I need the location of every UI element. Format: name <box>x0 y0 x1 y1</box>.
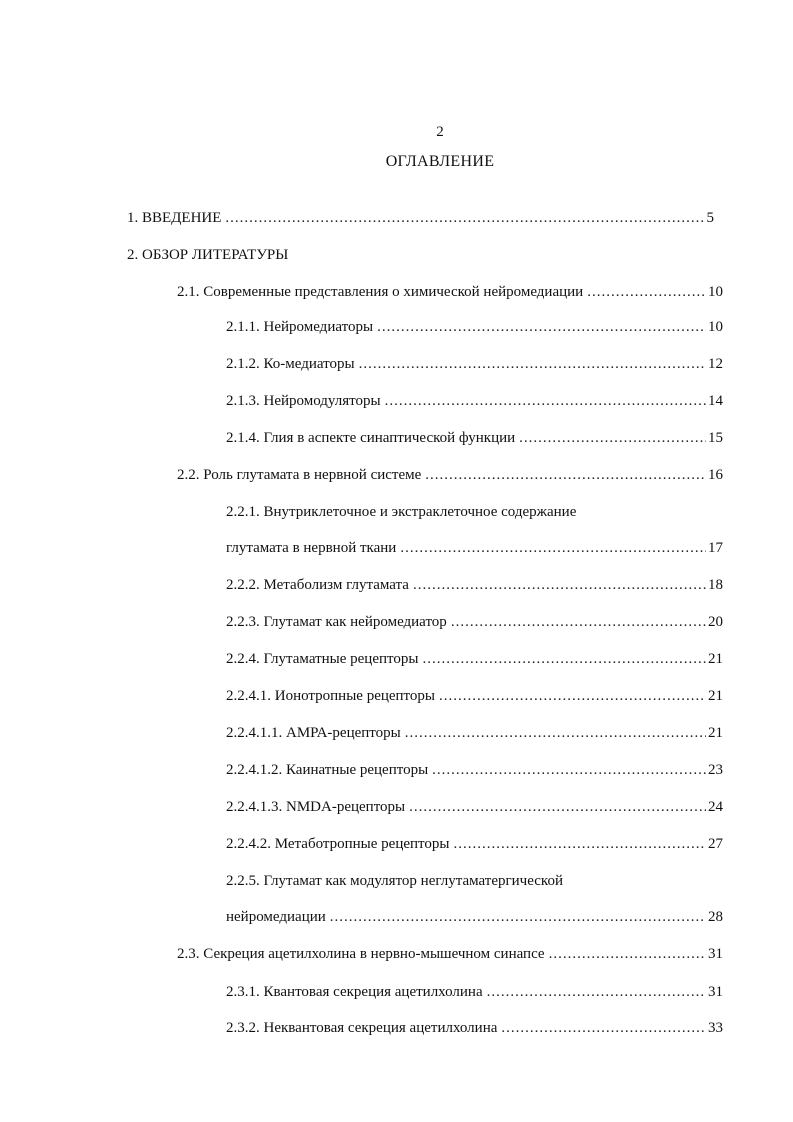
toc-entry-label: 2.3. Секреция ацетилхолина в нервно-мышечном синапсе <box>177 946 545 962</box>
toc-entry-page: 5 <box>706 210 714 226</box>
toc-entry-label: 2.1.2. Ко-медиаторы <box>226 356 355 372</box>
toc-entry-label: 2.3.1. Квантовая секреция ацетилхолина <box>226 984 483 1000</box>
toc-leader-dots <box>425 466 706 484</box>
toc-title: ОГЛАВЛЕНИЕ <box>385 153 495 170</box>
toc-leader-dots <box>501 1019 706 1037</box>
toc-entry-page: 12 <box>708 356 723 372</box>
toc-entry-page: 14 <box>708 393 723 409</box>
toc-entry-2-3 <box>177 945 723 963</box>
toc-entry-page: 31 <box>708 946 723 962</box>
toc-entry-label-cont: нейромедиации <box>226 909 326 925</box>
toc-entry-2-1 <box>177 283 723 301</box>
toc-entry-label: 2.2.4.1.2. Каинатные рецепторы <box>226 762 429 778</box>
toc-leader-dots <box>451 613 706 631</box>
toc-entry-2-2-1 <box>226 539 723 557</box>
toc-entry-page: 24 <box>708 799 723 815</box>
toc-entry-2-2-4-1-1 <box>226 724 723 742</box>
toc-leader-dots <box>432 761 706 779</box>
toc-leader-dots <box>519 429 706 447</box>
toc-entry-2-2-2 <box>226 576 723 594</box>
toc-entry-page: 21 <box>708 725 723 741</box>
toc-entry-2-1-1 <box>226 318 723 336</box>
toc-leader-dots <box>225 209 704 227</box>
toc-entry-introduction <box>127 209 714 227</box>
toc-entry-label: 2.2.2. Метаболизм глутамата <box>226 577 409 593</box>
toc-entry-2-2 <box>177 466 723 484</box>
toc-leader-dots <box>359 355 706 373</box>
toc-entry-page: 17 <box>708 540 723 556</box>
toc-entry-label: 1. ВВЕДЕНИЕ <box>127 210 222 226</box>
toc-leader-dots <box>413 576 706 594</box>
toc-entry-2-2-5 <box>226 908 723 926</box>
toc-leader-dots <box>405 724 706 742</box>
toc-entry-page: 33 <box>708 1020 723 1036</box>
toc-entry-2-1-2 <box>226 355 723 373</box>
toc-leader-dots <box>400 539 706 557</box>
toc-entry-page: 18 <box>708 577 723 593</box>
toc-leader-dots <box>587 283 706 301</box>
toc-leader-dots <box>409 798 706 816</box>
toc-entry-page: 15 <box>708 430 723 446</box>
toc-entry-page: 16 <box>708 467 723 483</box>
toc-leader-dots <box>439 687 706 705</box>
toc-leader-dots <box>549 945 706 963</box>
toc-entry-page: 20 <box>708 614 723 630</box>
toc-entry-page: 21 <box>708 651 723 667</box>
toc-entry-label-cont: глутамата в нервной ткани <box>226 540 397 556</box>
toc-entry-page: 21 <box>708 688 723 704</box>
toc-entry-2-2-3 <box>226 613 723 631</box>
toc-entry-2-3-2 <box>226 1019 723 1037</box>
toc-entry-label: 2.2.4.1. Ионотропные рецепторы <box>226 688 435 704</box>
toc-leader-dots <box>385 392 706 410</box>
toc-entry-label: 2.2. Роль глутамата в нервной системе <box>177 467 422 483</box>
toc-entry-label: 2. ОБЗОР ЛИТЕРАТУРЫ <box>127 247 289 263</box>
toc-leader-dots <box>487 983 706 1001</box>
toc-entry-2-1-3 <box>226 392 723 410</box>
toc-entry-label: 2.1. Современные представления о химической нейромедиации <box>177 284 584 300</box>
toc-entry-page: 10 <box>708 284 723 300</box>
toc-entry-2-2-4-1-2 <box>226 761 723 779</box>
toc-entry-2-2-4-1 <box>226 687 723 705</box>
toc-entry-label: 2.2.4.1.3. NMDA-рецепторы <box>226 799 406 815</box>
toc-entry-page: 27 <box>708 836 723 852</box>
page-number: 2 <box>436 124 444 140</box>
toc-entry-2-2-4-2 <box>226 835 723 853</box>
toc-entry-2-2-4-1-3 <box>226 798 723 816</box>
toc-entry-label: 2.2.4.2. Метаботропные рецепторы <box>226 836 450 852</box>
toc-leader-dots <box>330 908 706 926</box>
toc-entry-label: 2.2.4. Глутаматные рецепторы <box>226 651 419 667</box>
toc-entry-2-1-4 <box>226 429 723 447</box>
toc-entry-label: 2.2.3. Глутамат как нейромедиатор <box>226 614 447 630</box>
toc-leader-dots <box>422 650 706 668</box>
toc-entry-literature-review <box>127 246 288 264</box>
toc-entry-page: 10 <box>708 319 723 335</box>
toc-entry-label: 2.1.4. Глия в аспекте синаптической функции <box>226 430 516 446</box>
toc-leader-dots <box>453 835 706 853</box>
toc-entry-2-2-4 <box>226 650 723 668</box>
toc-entry-2-3-1 <box>226 983 723 1001</box>
toc-entry-2-2-1-label: 2.2.1. Внутриклеточное и экстраклеточное содержание <box>226 504 577 520</box>
toc-entry-page: 23 <box>708 762 723 778</box>
toc-entry-page: 31 <box>708 984 723 1000</box>
toc-entry-page: 28 <box>708 909 723 925</box>
toc-leader-dots <box>377 318 706 336</box>
toc-entry-2-2-5-label: 2.2.5. Глутамат как модулятор неглутаматергической <box>226 873 563 889</box>
toc-entry-label: 2.2.4.1.1. АМРА-рецепторы <box>226 725 401 741</box>
toc-entry-label: 2.3.2. Неквантовая секреция ацетилхолина <box>226 1020 498 1036</box>
toc-entry-label: 2.1.3. Нейромодуляторы <box>226 393 381 409</box>
toc-entry-label: 2.1.1. Нейромедиаторы <box>226 319 374 335</box>
